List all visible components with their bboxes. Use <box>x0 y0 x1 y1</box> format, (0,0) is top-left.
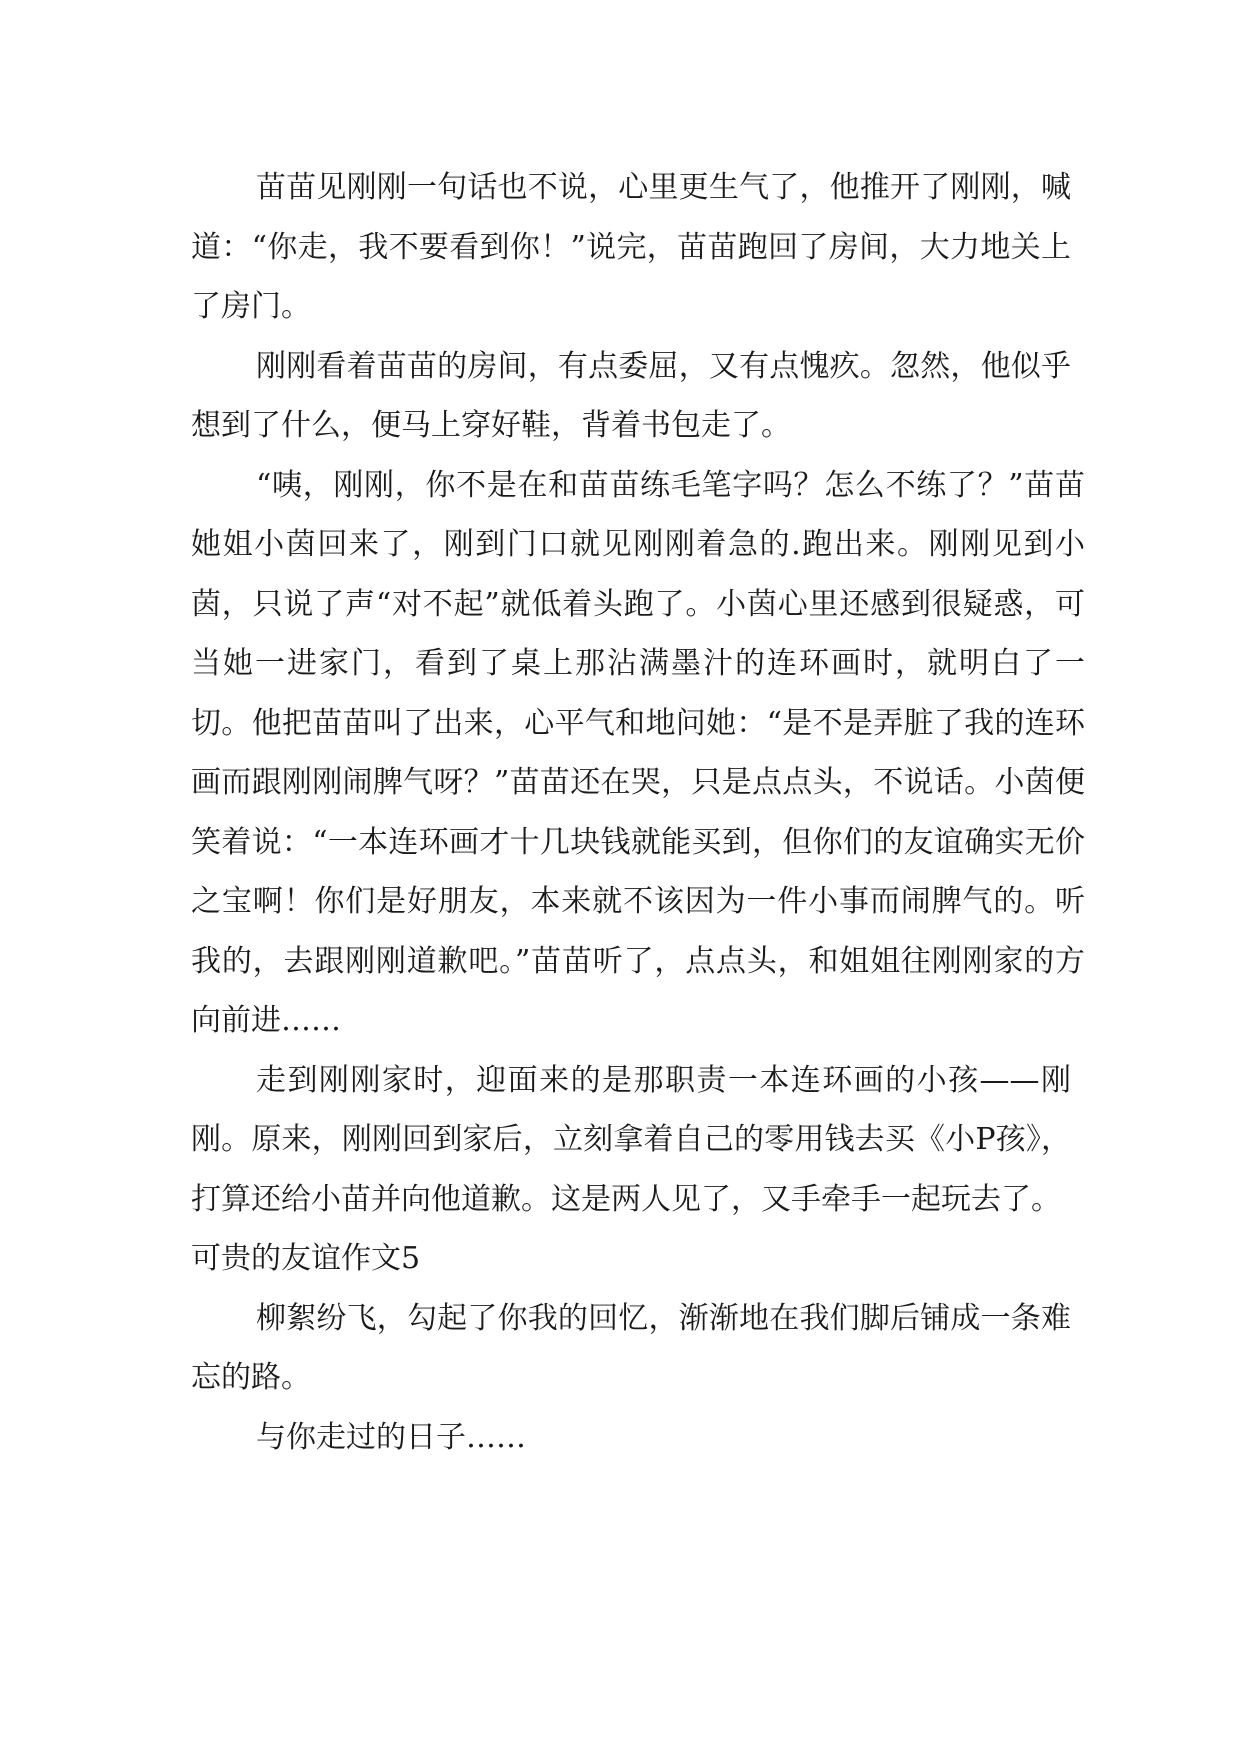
paragraph-6: 与你走过的日子…… <box>256 1419 526 1455</box>
paragraph-1: 苗苗见刚刚一句话也不说，心里更生气了，他推开了刚刚，喊道：“你走，我不要看到你！”说完，苗苗跑回了房间，大力地关上了房门。 <box>191 170 1071 324</box>
section-heading: 可贵的友谊作文5 <box>191 1241 421 1276</box>
paragraph-2: 刚刚看着苗苗的房间，有点委屈，又有点愧疚。忽然，他似乎想到了什么，便马上穿好鞋，背着书包走了。 <box>191 348 1071 443</box>
document-body <box>191 158 1085 1467</box>
paragraph-3: “咦，刚刚，你不是在和苗苗练毛笔字吗？怎么不练了？”苗苗她姐小茵回来了，刚到门口就见刚刚着急的.跑出来。刚刚见到小茵，只说了声“对不起”就低着头跑了。小茵心里还感到很疑惑，可当她一进家门，看到了桌上那沾满墨汁的连环画时，就明白了一切。他把苗苗叫了出来，心平气和地问她：“是不是弄脏了我的连环画而跟刚刚闹脾气呀？”苗苗还在哭，只是点点头，不说话。小茵便笑着说：“一本连环画才十几块钱就能买到，但你们的友谊确实无价之宝啊！你们是好朋友，本来就不该因为一件小事而闹脾气的。听我的，去跟刚刚道歉吧。”苗苗听了，点点头，和姐姐往刚刚家的方向前进…… <box>191 467 1085 1038</box>
paragraph-4: 走到刚刚家时，迎面来的是那职责一本连环画的小孩——刚刚。原来，刚刚回到家后，立刻拿着自己的零用钱去买《小P孩》，打算还给小苗并向他道歉。这是两人见了，又手牵手一起玩去了。 <box>191 1062 1071 1217</box>
paragraph-5: 柳絮纷飞，勾起了你我的回忆，渐渐地在我们脚后铺成一条难忘的路。 <box>191 1300 1071 1395</box>
